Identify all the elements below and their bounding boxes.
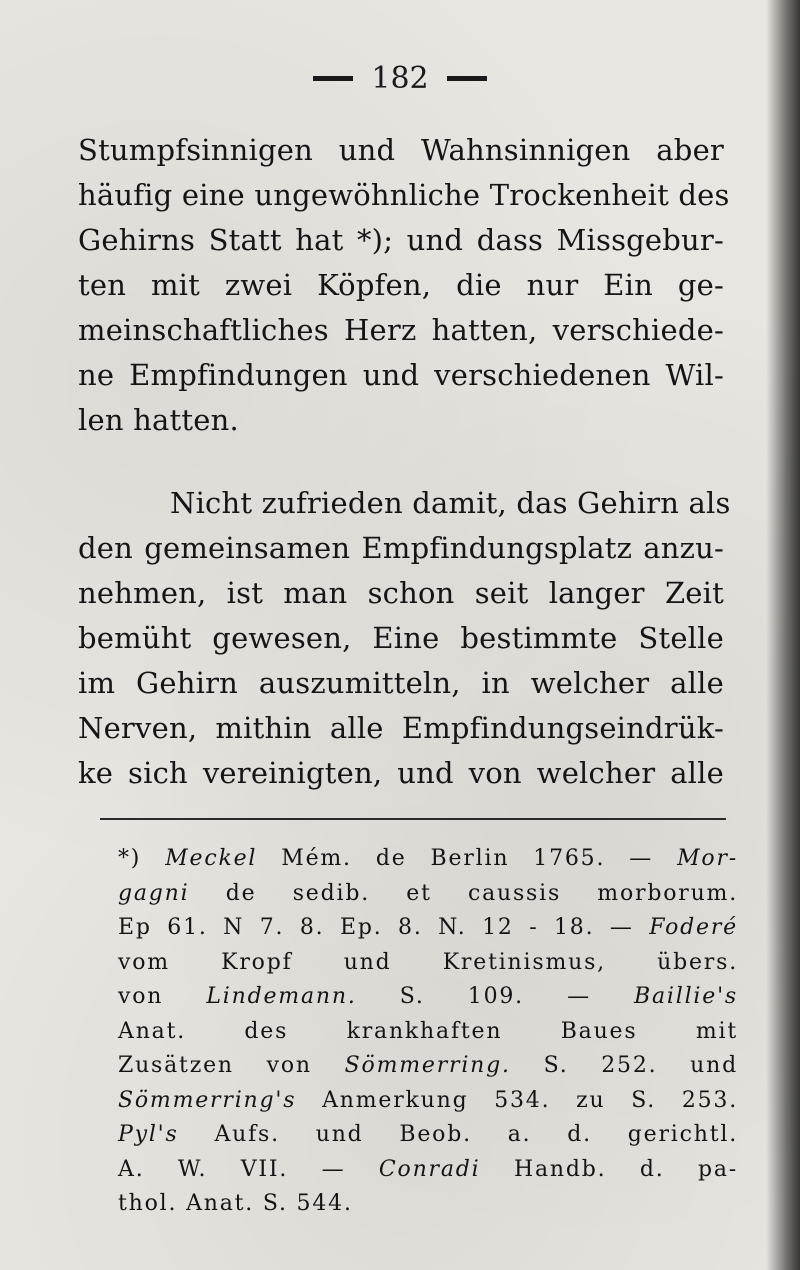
footnote-rule [100,818,726,820]
text-line: Nerven, mithin alle Empfindungseindrük- [78,711,724,745]
header-dash-left [313,76,353,81]
footnote-text: de sedib. et caussis morborum. [225,880,738,906]
text-line: ne Empfindungen und verschiedenen Wil- [78,358,724,392]
footnote-line: vom Kropf und Kretinismus, übers. [118,949,738,975]
text-line: meinschaftliches Herz hatten, verschiede- [78,313,724,347]
main-text [78,128,731,796]
footnote-text: S. 252. und [543,1053,739,1078]
footnote-text: Zusätzen von [118,1053,312,1078]
footnote-text: A. W. VII. — [118,1156,346,1182]
footnote-author: Foderé [649,915,738,940]
footnote-line [118,911,738,946]
footnote-author: Conradi [378,1156,481,1182]
footnote-text: Handb. d. pa- [513,1156,739,1182]
footnote-text: Anmerkung 534. zu S. 253. [322,1087,738,1113]
footnote-author: gagni [118,880,190,906]
text-line: Nicht zufrieden damit, das Gehirn als [170,486,731,520]
footnote-text: S. 109. — [399,984,591,1009]
text-line: nehmen, ist man schon seit langer Zeit [78,576,724,610]
footnote-text: Aufs. und Beob. a. d. gerichtl. [214,1122,738,1147]
footnote-line [118,877,738,912]
text-line: Stumpfsinnigen und Wahnsinnigen aber [78,133,724,167]
paragraph-gap [78,443,724,481]
text-line: im Gehirn auszumitteln, in welcher alle [78,666,724,700]
footnote-author: Baillie's [634,984,739,1009]
footnote-author: Sömmerring's [118,1087,297,1113]
footnote-line [118,842,738,877]
page-number: 182 [371,60,429,96]
footnote-line [118,1118,738,1153]
footnote-author: Meckel [165,846,258,871]
footnote-line: thol. Anat. S. 544. [118,1191,353,1216]
text-line: bemüht gewesen, Eine bestimmte Stelle [78,621,724,655]
page-edge-shadow [766,0,800,1270]
footnote-author: Pyl's [118,1122,179,1147]
footnote-line [118,1084,738,1119]
footnote-author: Mor- [677,846,738,871]
footnote-text: Ep 61. N 7. 8. Ep. 8. N. 12 - 18. — [118,915,634,940]
footnote-author: Lindemann. [206,984,357,1009]
footnote-line [118,1049,738,1084]
text-line: den gemeinsamen Empfindungsplatz anzu- [78,531,724,565]
footnote-line [118,980,738,1015]
text-line: häufig eine ungewöhnliche Trockenheit des [78,178,730,212]
header-dash-right [447,76,487,81]
page-header [0,58,800,98]
text-line: ke sich vereinigten, und von welcher alle [78,756,724,790]
text-line: ten mit zwei Köpfen, die nur Ein ge- [78,268,724,302]
footnote-marker: *) [118,846,142,871]
footnote-text: von [118,984,164,1009]
footnote-line [118,1153,738,1188]
footnote-text: Mém. de Berlin 1765. — [281,846,654,871]
footnote [118,842,738,1222]
text-line: len hatten. [78,403,239,437]
text-line: Gehirns Statt hat *); und dass Missgebur- [78,223,724,257]
footnote-line: Anat. des krankhaften Baues mit [118,1018,738,1044]
footnote-author: Sömmerring. [344,1053,511,1078]
